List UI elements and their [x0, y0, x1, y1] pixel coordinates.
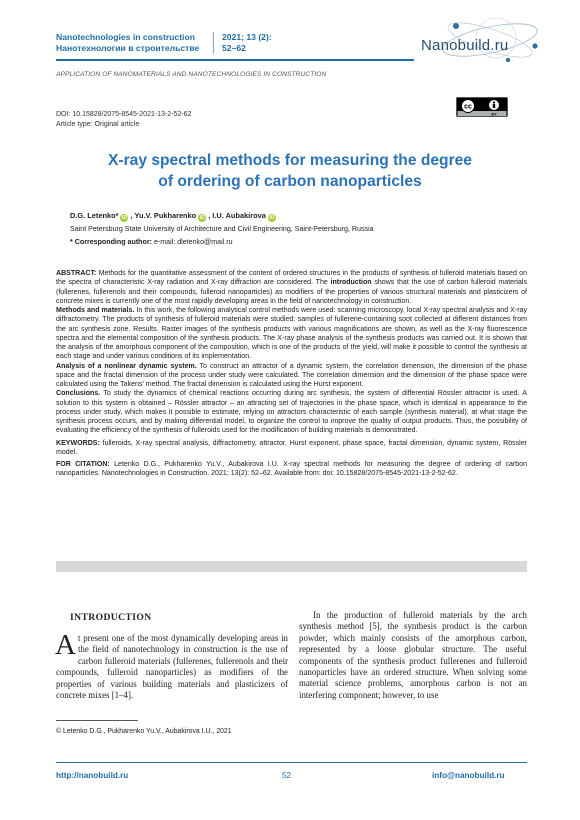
page-number: 52: [282, 771, 292, 780]
journal-name-ru: Нанотехнологии в строительстве: [56, 43, 200, 53]
analysis-paragraph: [56, 362, 527, 390]
analysis-label: Analysis of a nonlinear dynamic system.: [56, 362, 197, 370]
section-subtitle: APPLICATION OF NANOMATERIALS AND NANOTECHNOLOGIES IN CONSTRUCTION: [56, 71, 327, 78]
author-list: [70, 211, 278, 222]
header-divider: [213, 32, 214, 54]
corresponding-author: [70, 238, 233, 246]
author-1: D.G. Letenko*: [70, 211, 119, 220]
keywords-paragraph: [56, 439, 527, 458]
corresponding-email[interactable]: e-mail: dletenko@mail.ru: [151, 238, 233, 246]
author-2: , Yu.V. Pukharenko: [130, 211, 197, 220]
volume-issue: 2021; 13 (2):: [222, 32, 272, 42]
abstract-intro-label: introduction: [330, 279, 372, 287]
title-line-1: X-ray spectral methods for measuring the degree: [108, 152, 472, 169]
orcid-icon[interactable]: iD: [121, 215, 127, 221]
abstract-block: [56, 269, 527, 479]
footnote-rule: [56, 720, 138, 721]
journal-name: [56, 32, 199, 54]
header-rule: [56, 59, 414, 61]
article-title: [70, 150, 510, 192]
intro-left-text: t present one of the most dynamically developing areas in the field of nanotechnology in construction is the use of carbon fulleroid materials (fullerenes, fullerenols and their compounds, fulleroid nanoparticles) as modifiers of the properties of various building materials and plasticizers of concrete mixes [1–4].: [56, 633, 288, 701]
citation-text: Letenko D.G., Pukharenko Yu.V., Aubakirova I.U. X-ray spectral methods for measuring the degree of ordering of carbon nanoparticles. Nanotechnologies in Construction. 2021; 13(2): 52–62. Available from: doi: 10.15828/2075-8545-2021-13-2-52-62.: [56, 461, 527, 478]
article-type: Article type: Original article: [56, 121, 140, 128]
abstract-text: shows that the use of carbon fulleroid materials (fullerenes, fullerenols and their compounds, fulleroid nanoparticles) as modifiers of the properties of various structural materials and plasticizers of concrete mixes is currently one of the most rapidly developing areas in the field of nanotechnology in construction.: [56, 279, 527, 305]
citation-label: FOR CITATION:: [56, 461, 110, 468]
intro-left-column: [55, 629, 288, 701]
svg-text:cc: cc: [464, 103, 472, 111]
affiliation: Saint Petersburg State University of Architecture and Civil Engineering, Saint-Petersburg, Russia: [70, 225, 374, 233]
copyright-footnote: © Letenko D.G., Pukharenko Yu.V., Aubakirova I.U., 2021: [56, 728, 232, 735]
analysis-text: To construct an attractor of a dynamic system, the correlation dimension, the dimension of the phase space and the fractal dimension of the process under study were calculated. The correlation dimension and the dimension of the phase space were calculated using the Takens' method. The fractal dimension is calculated using the Hurst exponent.: [56, 362, 527, 388]
footer-website-link[interactable]: http://nanobuild.ru: [56, 771, 129, 780]
drop-cap: A: [55, 629, 76, 661]
abstract-paragraph: [56, 269, 527, 306]
footer-email-link[interactable]: info@nanobuild.ru: [432, 771, 505, 780]
conclusions-paragraph: [56, 389, 527, 435]
keywords-text: fulleroids, X-ray spectral analysis, diffractometry, attractor, Hurst exponent, phase space, fractal dimension, dynamic system, Rössler model.: [56, 439, 527, 456]
doi[interactable]: DOI: 10.15828/2075-8545-2021-13-2-52-62: [56, 111, 192, 118]
page-range: 52–62: [222, 43, 246, 53]
volume-info: [222, 32, 272, 54]
article-meta: [56, 110, 191, 130]
corresponding-label: * Corresponding author:: [70, 238, 152, 246]
methods-text: In this work, the following analytical control methods were used: scanning microscopy, local X-ray spectral analysis and X-ray diffractometry. The products of synthesis of fulleroid materials were studied: samples of fullerene-containing soot collected at different distances from the arc synthesis zone. Results. Raster images of the synthesis products with various magnifications are shown, as well as the X-ray fluorescence spectra and the elemental composition of the synthesis products. The X-ray phase analysis of the synthesis products was carried out. It is shown that the analysis of the amorphous component of the composition, which is one of the products of the yield, will make it possible to control the synthesis at each stage and under various conditions of its implementation.: [56, 307, 527, 361]
conclusions-label: Conclusions.: [56, 390, 101, 398]
svg-text:BY: BY: [491, 112, 497, 117]
journal-name-en: Nanotechnologies in construction: [56, 32, 195, 42]
abstract-text: Methods for the quantitative assessment of the content of ordered structures in the products of synthesis of fulleroid materials based on the spectra of characteristic X-ray radiation and X-ray diffraction are considered. The: [56, 270, 527, 287]
title-line-2: of ordering of carbon nanoparticles: [158, 173, 422, 190]
introduction-heading: INTRODUCTION: [70, 612, 152, 623]
cc-by-icon[interactable]: [456, 97, 508, 117]
section-divider-bar: [56, 561, 527, 572]
footer-rule: [56, 762, 527, 763]
abstract-label: ABSTRACT:: [56, 270, 97, 277]
orcid-icon[interactable]: iD: [269, 215, 275, 221]
methods-paragraph: [56, 306, 527, 362]
methods-label: Methods and materials.: [56, 307, 135, 314]
conclusions-text: To study the dynamics of chemical reactions occurring during arc synthesis, the system of differential Rössler attractor is used. A solution to this system is obtained – Rössler attractor – an attracting set of trajectories in the phase space, which is identical in appearance to the process under study, which makes it possible to estimate, relying on attractors characteristic of each sample (synthesis material), at what stage the synthesis process occurs, and by making differential model, to organize the control to improve the quality of output products. Thus, the possibility of evaluating the efficiency of the synthesis of fulleroids used for the modification of building materials is demonstrated.: [56, 390, 527, 435]
keywords-label: KEYWORDS:: [56, 439, 100, 447]
citation-paragraph: [56, 460, 527, 479]
logo-text: Nanobuild.ru: [421, 37, 509, 54]
orcid-icon[interactable]: iD: [199, 215, 205, 221]
intro-right-column: In the production of fulleroid materials by the arch synthesis method [5], the synthesis product is the carbon powder, which mainly consists of the amorphous carbon, represented by a loose globular structure. The useful components of the synthesis product fullerenes and fulleroid nanoparticles have an ordered structure. When solving some material science problems, amorphous carbon is not an interfering component; however, to use: [299, 610, 527, 700]
author-3: , I.U. Aubakirova: [208, 211, 266, 220]
